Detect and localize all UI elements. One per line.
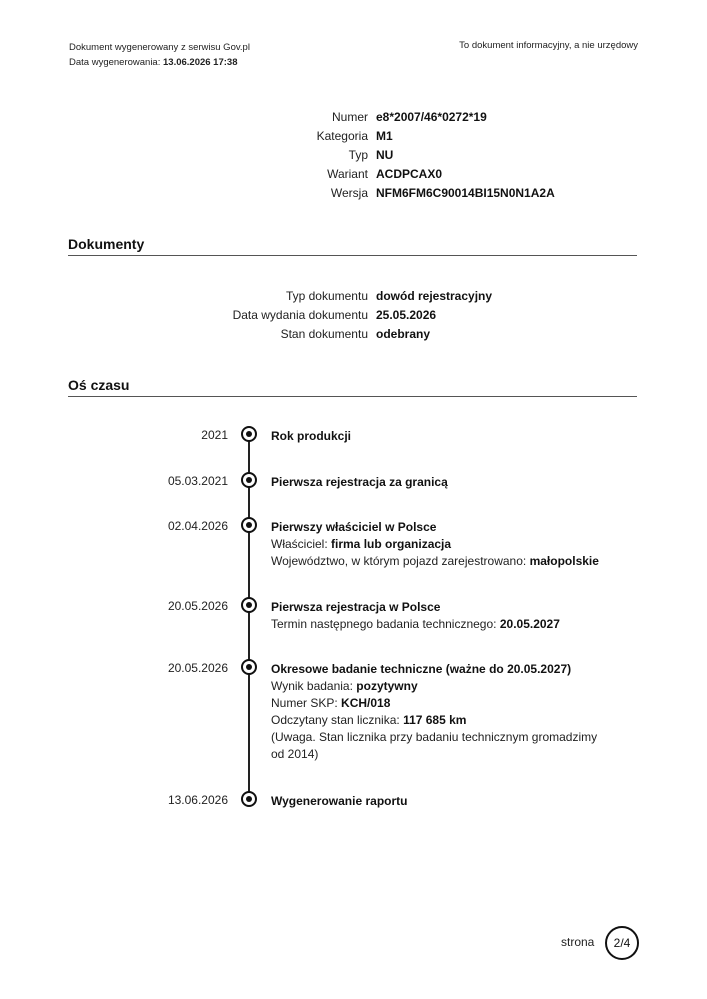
page-number-badge: 2/4 xyxy=(605,926,639,960)
generated-date-label: Data wygenerowania: xyxy=(69,57,161,68)
event-detail-next-inspection: Termin następnego badania technicznego: 20.05.2027 xyxy=(271,617,560,631)
event-body xyxy=(271,428,611,445)
field-value: e8*2007/46*0272*19 xyxy=(376,109,487,124)
event-detail-owner: Właściciel: firma lub organizacja xyxy=(271,537,452,551)
vehicle-row-category xyxy=(198,126,555,145)
section-divider xyxy=(68,396,637,397)
vehicle-row-number xyxy=(198,107,555,126)
event-body xyxy=(271,661,611,763)
field-label: Wariant xyxy=(327,166,368,181)
field-label: Data wydania dokumentu xyxy=(232,307,368,322)
event-title: Pierwszy właściciel w Polsce xyxy=(271,520,437,534)
event-date: 13.06.2026 xyxy=(167,793,228,807)
vehicle-info xyxy=(198,107,555,202)
document-row-issue-date xyxy=(198,305,492,324)
event-date: 20.05.2026 xyxy=(167,599,228,613)
section-divider xyxy=(68,255,637,256)
field-label: Typ xyxy=(348,147,368,162)
generated-date xyxy=(69,55,250,70)
field-value: odebrany xyxy=(376,326,431,341)
event-detail-result: Wynik badania: pozytywny xyxy=(271,679,418,693)
field-label: Stan dokumentu xyxy=(280,326,368,341)
document-row-status xyxy=(198,324,492,343)
event-title: Rok produkcji xyxy=(271,429,352,443)
timeline-line xyxy=(248,436,250,801)
timeline-dot-icon xyxy=(241,472,257,488)
event-detail-note: (Uwaga. Stan licznika przy badaniu technicznym gromadzimy od 2014) xyxy=(271,730,598,761)
vehicle-row-version xyxy=(198,183,555,202)
event-title: Okresowe badanie techniczne (ważne do 20.05.2027) xyxy=(271,662,572,676)
documents-info xyxy=(198,286,492,343)
field-label: Kategoria xyxy=(316,128,368,143)
event-detail-odometer: Odczytany stan licznika: 117 685 km xyxy=(271,713,467,727)
timeline-dot-icon xyxy=(241,426,257,442)
event-title: Pierwsza rejestracja za granicą xyxy=(271,475,448,489)
event-detail-voivodeship: Województwo, w którym pojazd zarejestrowano: małopolskie xyxy=(271,554,599,568)
event-title: Pierwsza rejestracja w Polsce xyxy=(271,600,441,614)
field-label: Numer xyxy=(331,109,368,124)
vehicle-row-type xyxy=(198,145,555,164)
timeline-dot-icon xyxy=(241,597,257,613)
field-value: NU xyxy=(376,147,394,162)
page-label: strona xyxy=(561,935,595,949)
event-body xyxy=(271,793,611,810)
event-detail-skp: Numer SKP: KCH/018 xyxy=(271,696,391,710)
field-value: ACDPCAX0 xyxy=(376,166,443,181)
event-body xyxy=(271,474,611,491)
timeline-dot-icon xyxy=(241,791,257,807)
field-label: Wersja xyxy=(330,185,368,200)
timeline-dot-icon xyxy=(241,517,257,533)
field-label: Typ dokumentu xyxy=(285,288,368,303)
field-value: NFM6FM6C90014BI15N0N1A2A xyxy=(376,185,555,200)
generated-date-value: 13.06.2026 17:38 xyxy=(163,57,238,68)
event-date: 05.03.2021 xyxy=(167,474,228,488)
generated-from-text: Dokument wygenerowany z serwisu Gov.pl xyxy=(69,42,250,53)
timeline-dot-icon xyxy=(241,659,257,675)
event-date: 2021 xyxy=(201,428,228,442)
event-date: 02.04.2026 xyxy=(167,519,228,533)
vehicle-row-variant xyxy=(198,164,555,183)
event-body xyxy=(271,599,611,633)
event-body xyxy=(271,519,611,570)
section-title-timeline: Oś czasu xyxy=(68,377,130,393)
field-value: 25.05.2026 xyxy=(376,307,437,322)
event-title: Wygenerowanie raportu xyxy=(271,794,408,808)
section-title-documents: Dokumenty xyxy=(68,236,145,252)
document-row-type xyxy=(198,286,492,305)
disclaimer-text: To dokument informacyjny, a nie urzędowy xyxy=(459,40,638,51)
field-value: M1 xyxy=(376,128,393,143)
field-value: dowód rejestracyjny xyxy=(376,288,493,303)
event-date: 20.05.2026 xyxy=(167,661,228,675)
header-left xyxy=(69,40,250,70)
